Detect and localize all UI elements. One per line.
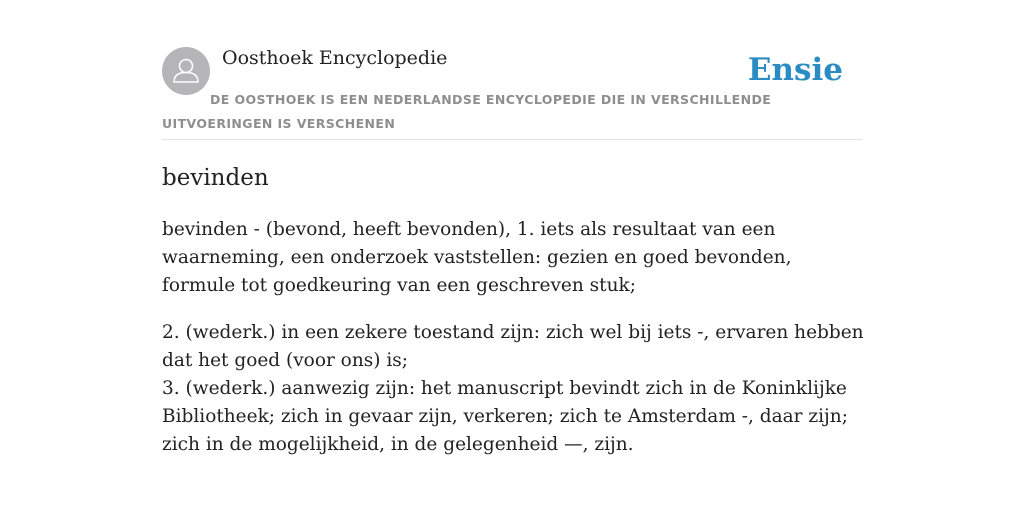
- entry-paragraph: 3. (wederk.) aanwezig zijn: het manuscript bevindt zich in de Koninklijke Bibliotheek; zich in gevaar zijn, verkeren; zich te Amsterdam -, daar zijn; zich in de mogelijkheid, in de gelegenheid —, zijn.: [162, 378, 848, 455]
- header-divider: [162, 139, 862, 140]
- entry-paragraph: bevinden - (bevond, heeft bevonden), 1. iets als resultaat van een waarneming, een onderzoek vaststellen: gezien en goed bevonden, formule tot goedkeuring van een geschreven stuk;: [162, 219, 792, 296]
- entry-body: [162, 216, 864, 459]
- entry-paragraph: 2. (wederk.) in een zekere toestand zijn: zich wel bij iets -, ervaren hebben dat het goed (voor ons) is;: [162, 322, 864, 371]
- site-name[interactable]: Oosthoek Encyclopedie: [222, 47, 448, 69]
- entry-title: bevinden: [162, 165, 269, 191]
- site-tagline: DE OOSTHOEK IS EEN NEDERLANDSE ENCYCLOPEDIE DIE IN VERSCHILLENDE UITVOERINGEN IS VERSCHENEN: [162, 92, 772, 131]
- brand-logo-link[interactable]: Ensie: [747, 52, 843, 88]
